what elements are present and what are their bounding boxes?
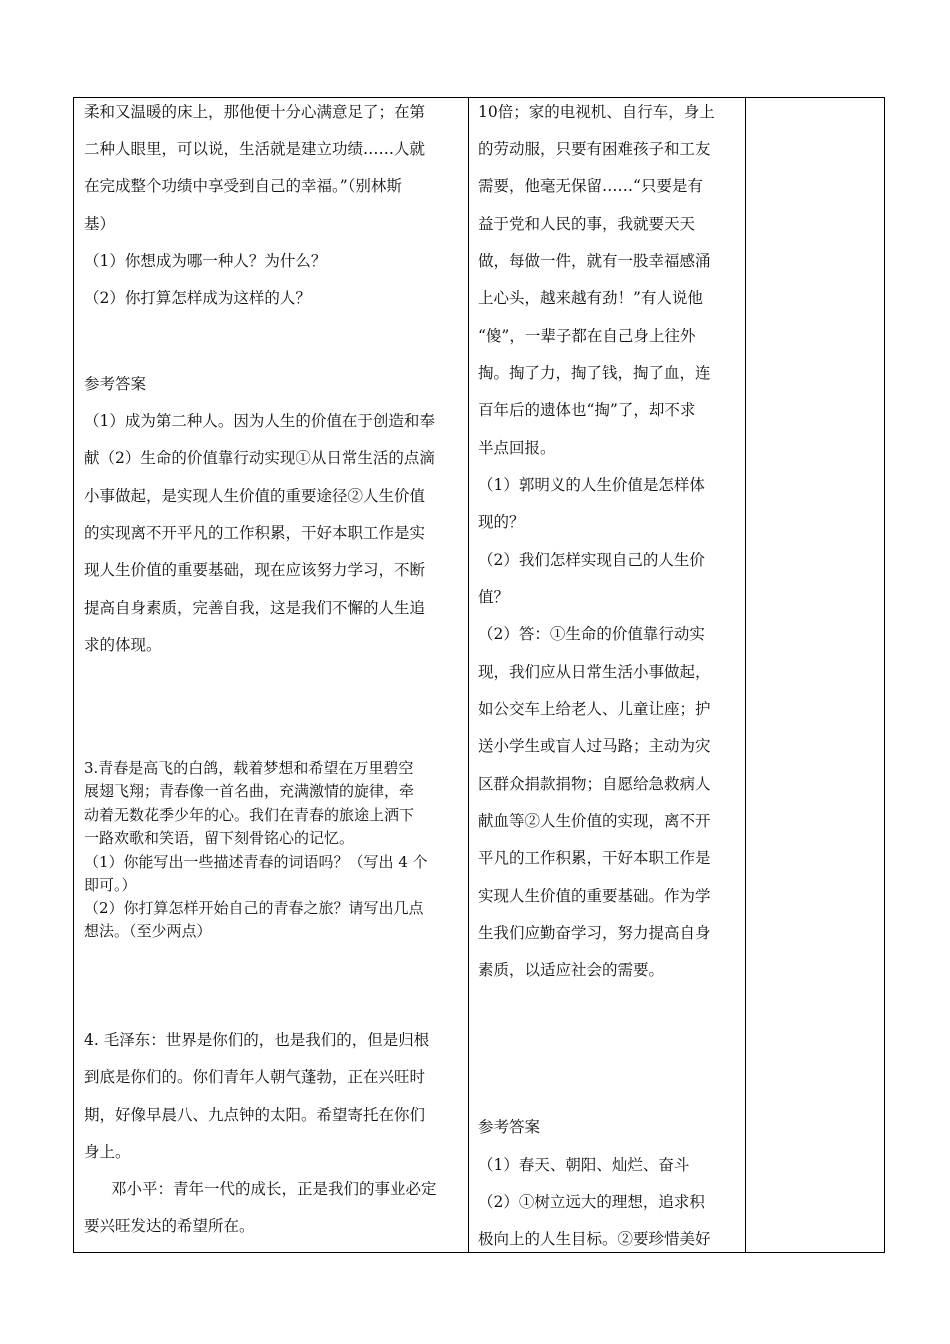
question-line: 值？ — [478, 588, 510, 606]
question-line: （2）我们怎样实现自己的人生价 — [478, 551, 705, 569]
question-3-text: 一路欢歌和笑语，留下刻骨铭心的记忆。 — [84, 829, 355, 847]
text-line: 基） — [84, 215, 116, 233]
answer-line: 小事做起，是实现人生价值的重要途径②人生价值 — [84, 487, 426, 505]
answer-line: 求的体现。 — [84, 636, 162, 654]
answer-line: 献血等②人生价值的实现，离不开 — [478, 812, 711, 830]
question-3-text: 3.青春是高飞的白鸽，载着梦想和希望在万里碧空 — [84, 759, 414, 777]
question-4-text: 身上。 — [84, 1143, 131, 1161]
text-line: 百年后的遗体也“掏”了，却不求 — [478, 401, 696, 419]
question-4-text: 期，好像早晨八、九点钟的太阳。希望寄托在你们 — [84, 1106, 426, 1124]
text-line: 上心头，越来越有劲！”有人说他 — [478, 289, 703, 307]
text-line: 需要，他毫无保留……“只要是有 — [478, 177, 703, 195]
answer-heading: 参考答案 — [478, 1118, 541, 1136]
question-4-text: 4. 毛泽东：世界是你们的，也是我们的，但是归根 — [84, 1031, 430, 1049]
answer-line: 区群众捐款捐物；自愿给急救病人 — [478, 775, 711, 793]
text-line: 的劳动服，只要有困难孩子和工友 — [478, 140, 711, 158]
middle-column-cell — [469, 98, 746, 1252]
text-line: 益于党和人民的事，我就要天天 — [478, 215, 696, 233]
text-line: 掏。掏了力，掏了钱，掏了血，连 — [478, 364, 711, 382]
answer-line: 现，我们应从日常生活小事做起， — [478, 663, 711, 681]
answer-heading: 参考答案 — [84, 375, 147, 393]
answer-line: （1）春天、朝阳、灿烂、奋斗 — [478, 1156, 690, 1174]
document-table — [73, 97, 885, 1253]
answer-line: 现人生价值的重要基础，现在应该努力学习，不断 — [84, 561, 426, 579]
question-3-text: 动着无数花季少年的心。我们在青春的旅途上洒下 — [84, 806, 415, 824]
question-line: （2）你打算怎样成为这样的人？ — [84, 289, 311, 307]
answer-line: 极向上的人生目标。②要珍惜美好 — [478, 1230, 711, 1248]
answer-line: 的实现离不开平凡的工作积累，干好本职工作是实 — [84, 524, 426, 542]
text-line: 柔和又温暖的床上，那他便十分心满意足了；在第 — [84, 103, 426, 121]
text-line: 做，每做一件，就有一股幸福感涌 — [478, 252, 711, 270]
answer-line: （1）成为第二种人。因为人生的价值在于创造和奉 — [84, 412, 435, 430]
question-3-sub: （1）你能写出一些描述青春的词语吗？（写出 4 个 — [84, 853, 428, 871]
text-line: 半点回报。 — [478, 439, 556, 457]
answer-line: 送小学生或盲人过马路；主动为灾 — [478, 737, 711, 755]
question-4-text: 到底是你们的。你们青年人朝气蓬勃，正在兴旺时 — [84, 1068, 426, 1086]
quote-line: 要兴旺发达的希望所在。 — [84, 1217, 255, 1235]
answer-line: （2）答：①生命的价值靠行动实 — [478, 625, 705, 643]
question-3-sub: （2）你打算怎样开始自己的青春之旅？请写出几点 — [84, 899, 424, 917]
answer-line: 献（2）生命的价值靠行动实现①从日常生活的点滴 — [84, 449, 435, 467]
text-line: 在完成整个功绩中享受到自己的幸福。”（别林斯 — [84, 177, 402, 195]
text-line: 10倍；家的电视机、自行车，身上 — [478, 103, 715, 121]
right-column-cell — [746, 98, 884, 1252]
quote-line: 邓小平：青年一代的成长，正是我们的事业必定 — [111, 1180, 437, 1198]
question-line: 现的？ — [478, 513, 525, 531]
answer-line: 素质，以适应社会的需要。 — [478, 961, 665, 979]
answer-line: 如公交车上给老人、儿童让座；护 — [478, 700, 711, 718]
left-column-cell — [74, 98, 469, 1252]
text-line: 二种人眼里，可以说，生活就是建立功绩……人就 — [84, 140, 426, 158]
question-line: （1）郭明义的人生价值是怎样体 — [478, 476, 705, 494]
question-3-text: 展翅飞翔；青春像一首名曲，充满激情的旋律，牵 — [84, 782, 415, 800]
answer-line: 生我们应勤奋学习，努力提高自身 — [478, 924, 711, 942]
answer-line: 提高自身素质，完善自我，这是我们不懈的人生追 — [84, 599, 426, 617]
question-3-sub: 即可。） — [84, 876, 137, 894]
text-line: “傻”，一辈子都在自己身上往外 — [478, 327, 696, 345]
question-line: （1）你想成为哪一种人？为什么？ — [84, 252, 327, 270]
answer-line: 实现人生价值的重要基础。作为学 — [478, 887, 711, 905]
answer-line: 平凡的工作积累，干好本职工作是 — [478, 849, 711, 867]
answer-line: （2）①树立远大的理想，追求积 — [478, 1193, 705, 1211]
question-3-sub: 想法。（至少两点） — [84, 922, 212, 940]
